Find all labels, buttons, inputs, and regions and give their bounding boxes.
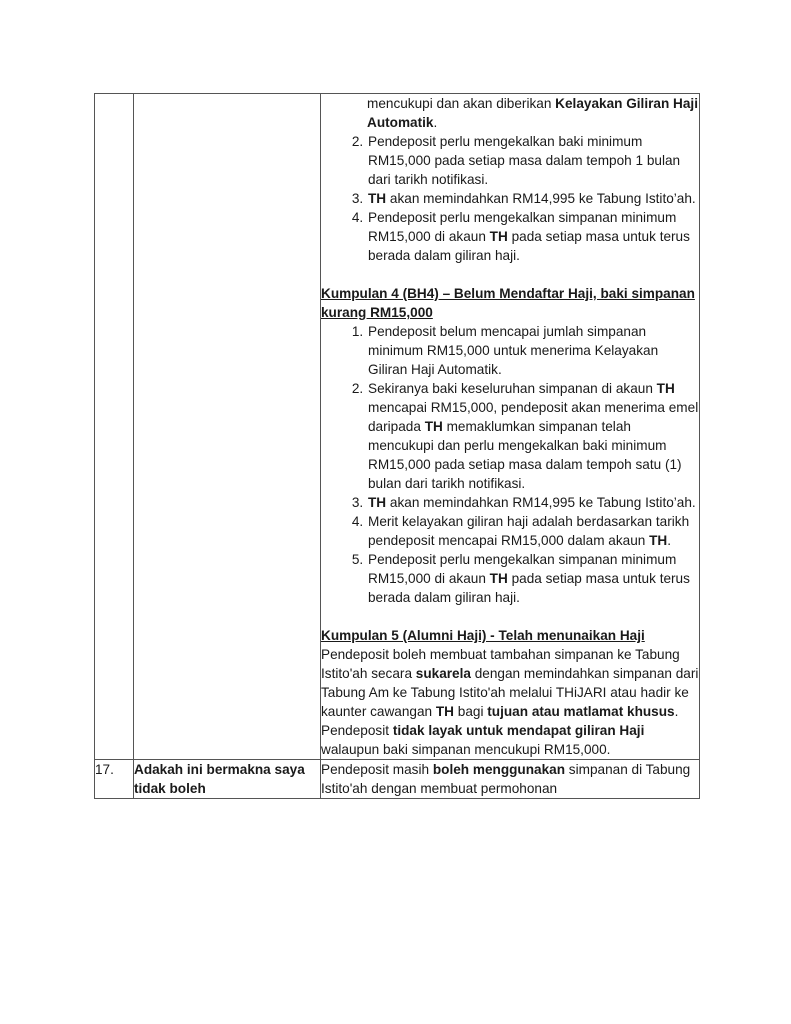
table-row-16 bbox=[95, 94, 700, 760]
number-cell bbox=[95, 94, 134, 760]
list-item bbox=[367, 379, 699, 493]
bold-text: TH bbox=[489, 571, 508, 586]
text-run: pada setiap masa untuk terus berada dalam giliran haji. bbox=[368, 571, 690, 605]
bold-text: tidak layak untuk mendapat giliran Haji bbox=[392, 723, 645, 738]
text-run: pada setiap masa untuk terus berada dalam giliran haji. bbox=[368, 229, 690, 263]
text-run: Merit kelayakan giliran haji adalah berdasarkan tarikh pendeposit mencapai RM15,000 dalam akaun bbox=[368, 514, 690, 548]
bold-text: TH bbox=[435, 704, 454, 719]
group5-paragraph bbox=[321, 645, 699, 759]
text-run: akan memindahkan RM14,995 ke Tabung Istito’ah. bbox=[386, 191, 696, 206]
list-item bbox=[367, 208, 699, 265]
bold-text: sukarela bbox=[415, 666, 471, 681]
bold-text: TH bbox=[368, 495, 387, 510]
text-run: Sekiranya baki keseluruhan simpanan di akaun bbox=[368, 381, 657, 396]
text-run: Pendeposit boleh membuat tambahan simpanan ke Tabung Istito'ah secara bbox=[321, 647, 680, 681]
text-run: akan memindahkan RM14,995 ke Tabung Istito’ah. bbox=[386, 495, 696, 510]
text-run: Pendeposit masih bbox=[321, 762, 433, 777]
text-run: simpanan di Tabung Istito'ah dengan membuat permohonan bbox=[321, 762, 691, 796]
bold-text: TH bbox=[649, 533, 668, 548]
answer-cell bbox=[321, 94, 700, 760]
list-item bbox=[367, 132, 699, 189]
continued-text: mencukupi dan akan diberikan Kelayakan Giliran Haji Automatik. bbox=[367, 96, 698, 130]
text-run: bagi bbox=[454, 704, 488, 719]
text-run: Pendeposit perlu mengekalkan baki minimum RM15,000 pada setiap masa dalam tempoh 1 bulan dari tarikh notifikasi. bbox=[368, 134, 681, 187]
bold-text: boleh menggunakan bbox=[432, 762, 566, 777]
group5-heading: Kumpulan 5 (Alumni Haji) - Telah menunaikan Haji bbox=[321, 628, 645, 643]
answer-text bbox=[321, 760, 700, 799]
text-run: Pendeposit perlu mengekalkan simpanan minimum RM15,000 di akaun bbox=[368, 552, 677, 586]
bold-text: TH bbox=[489, 229, 508, 244]
list-item bbox=[367, 493, 699, 512]
bold-text: TH bbox=[424, 419, 443, 434]
text-run: Pendeposit belum mencapai jumlah simpanan minimum RM15,000 untuk menerima Kelayakan Giliran Haji Automatik. bbox=[368, 324, 659, 377]
row-number: 17. bbox=[95, 760, 134, 799]
text-run: . Pendeposit bbox=[321, 704, 679, 738]
text-run: . bbox=[667, 533, 672, 548]
faq-table bbox=[94, 93, 700, 799]
text-run: memaklumkan simpanan telah mencukupi dan perlu mengekalkan baki minimum RM15,000 pada setiap masa dalam tempoh satu (1) bulan dari tarikh notifikasi. bbox=[368, 419, 682, 491]
list-item bbox=[367, 189, 699, 208]
group4-heading: Kumpulan 4 (BH4) – Belum Mendaftar Haji, baki simpanan kurang RM15,000 bbox=[321, 286, 695, 320]
text-run: walaupun baki simpanan mencukupi RM15,000. bbox=[321, 742, 611, 757]
steps-list bbox=[321, 132, 699, 265]
group4-steps-list bbox=[321, 322, 699, 607]
text-run: mencapai RM15,000, pendeposit akan menerima emel daripada bbox=[368, 400, 699, 434]
list-item bbox=[367, 322, 699, 379]
list-item bbox=[367, 550, 699, 607]
question-cell bbox=[134, 94, 321, 760]
question-text: Adakah ini bermakna saya tidak boleh bbox=[134, 760, 321, 799]
list-item bbox=[367, 512, 699, 550]
text-run: Pendeposit perlu mengekalkan simpanan minimum RM15,000 di akaun bbox=[368, 210, 677, 244]
bold-text: tujuan atau matlamat khusus bbox=[487, 704, 675, 719]
bold-text: TH bbox=[656, 381, 675, 396]
text-run: dengan memindahkan simpanan dari Tabung Am ke Tabung Istito'ah melalui THiJARI atau hadir ke kaunter cawangan bbox=[321, 666, 699, 719]
table-row-17 bbox=[95, 760, 700, 799]
bold-text: TH bbox=[368, 191, 387, 206]
